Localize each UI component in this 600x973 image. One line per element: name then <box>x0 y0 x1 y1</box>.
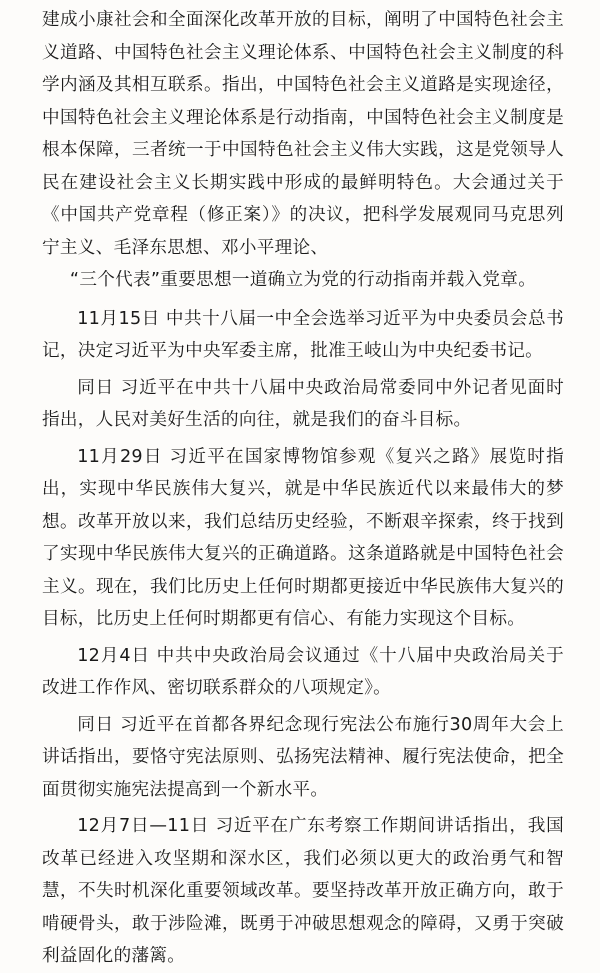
paragraph-dec-7-11: 12月7日—11日 习近平在广东考察工作期间讲话指出，我国改革已经进入攻坚期和深水区，我们必须以更大的政治勇气和智慧，不失时机深化重要领域改革。要坚持改革开放正确方向，敢于啃硬骨头，敢于涉险滩，既勇于冲破思想观念的障碍，又勇于突破利益固化的藩篱。 <box>42 816 564 966</box>
paragraph-dec-4: 12月4日 中共中央政治局会议通过《十八届中央政治局关于改进工作作风、密切联系群众的八项规定》。 <box>42 645 564 698</box>
paragraph-continuation <box>42 4 564 297</box>
paragraph-text: 建成小康社会和全面深化改革开放的目标，阐明了中国特色社会主义道路、中国特色社会主义理论体系、中国特色社会主义制度的科学内涵及其相互联系。指出，中国特色社会主义道路是实现途径，中国特色社会主义理论体系是行动指南，中国特色社会主义制度是根本保障，三者统一于中国特色社会主义伟大实践，这是党领导人民在建设社会主义长期实践中形成的最鲜明特色。大会通过关于《中国共产党章程（修正案）》的决议，把科学发展观同马克思列宁主义、毛泽东思想、邓小平理论、 <box>42 10 564 258</box>
paragraph-constitution: 同日 习近平在首都各界纪念现行宪法公布施行30周年大会上讲话指出，要恪守宪法原则、弘扬宪法精神、履行宪法使命，把全面贯彻实施宪法提高到一个新水平。 <box>42 714 564 800</box>
paragraph-closing-line: “三个代表”重要思想一道确立为党的行动指南并载入党章。 <box>69 270 537 290</box>
paragraph-nov-15: 11月15日 中共十八届一中全会选举习近平为中央委员会总书记，决定习近平为中央军委主席，批准王岐山为中央纪委书记。 <box>42 308 564 361</box>
paragraph-press-meeting: 同日 习近平在中共十八届中央政治局常委同中外记者见面时指出，人民对美好生活的向往，就是我们的奋斗目标。 <box>42 377 564 430</box>
paragraph-nov-29: 11月29日 习近平在国家博物馆参观《复兴之路》展览时指出，实现中华民族伟大复兴，就是中华民族近代以来最伟大的梦想。改革开放以来，我们总结历史经验，不断艰辛探索，终于找到了实现中华民族伟大复兴的正确道路。这条道路就是中国特色社会主义。现在，我们比历史上任何时期都更接近中华民族伟大复兴的目标，比历史上任何时期都更有信心、有能力实现这个目标。 <box>42 446 564 629</box>
